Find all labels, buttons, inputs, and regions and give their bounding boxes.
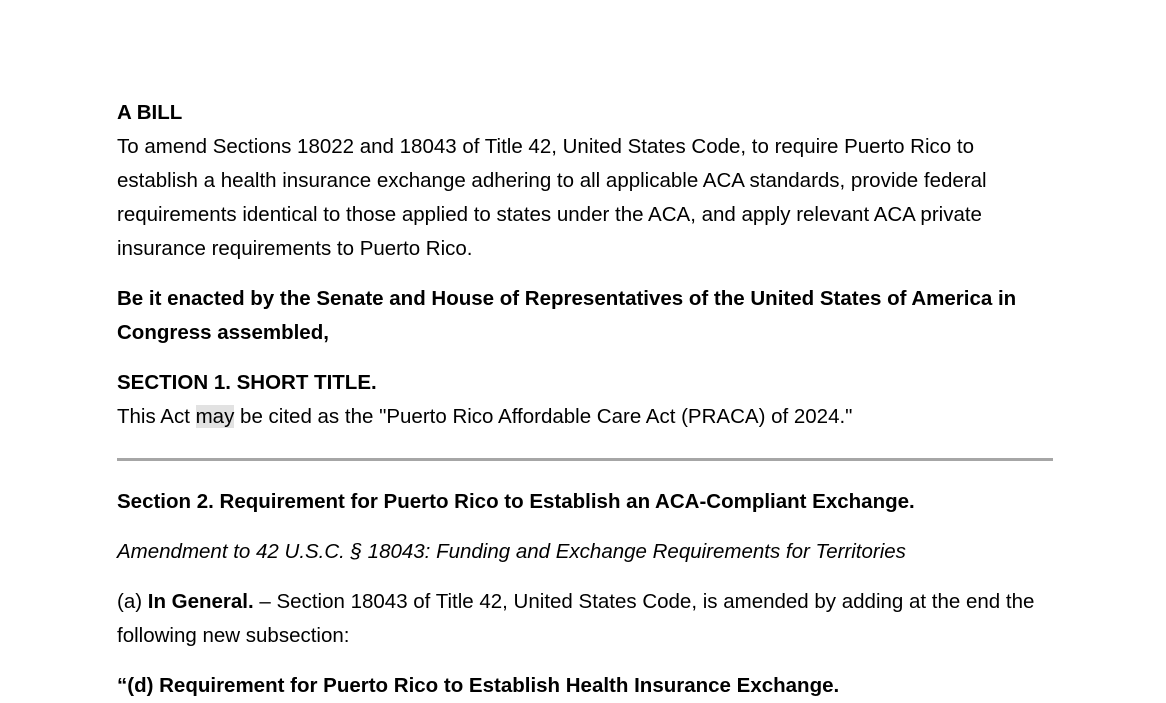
bill-heading: A BILL [117,101,183,124]
next-subsection-line: “(d) Requirement for Puerto Rico to Establish Health Insurance Exchange. [117,674,840,697]
paragraph-a-text: – Section 18043 of Title 42, United States Code, is amended by adding at the end the following new subsection: [117,590,1035,647]
bill-purpose: To amend Sections 18022 and 18043 of Title 42, United States Code, to require Puerto Rico to establish a health insurance exchange adhering to all applicable ACA standards, provide federal requirements identical to those applied to states under the ACA, and apply relevant ACA private insurance requirements to Puerto Rico. [117,135,987,260]
section-1-text-before: This Act [117,405,196,428]
section-1-text [117,400,1053,434]
amendment-subtitle: Amendment to 42 U.S.C. § 18043: Funding and Exchange Requirements for Territories [117,540,906,563]
enacting-clause: Be it enacted by the Senate and House of Representatives of the United States of America in Congress assembled, [117,287,1017,344]
horizontal-divider [117,458,1053,461]
document-page [117,96,1053,703]
paragraph-a [117,585,1053,653]
paragraph-a-label: (a) [117,590,148,613]
section-1-heading: SECTION 1. SHORT TITLE. [117,371,377,394]
section-2-heading: Section 2. Requirement for Puerto Rico to Establish an ACA-Compliant Exchange. [117,490,915,513]
highlighted-word: may [195,405,235,428]
section-1-text-after: be cited as the "Puerto Rico Affordable Care Act (PRACA) of 2024." [234,405,853,428]
paragraph-a-bold: In General. [147,590,254,613]
